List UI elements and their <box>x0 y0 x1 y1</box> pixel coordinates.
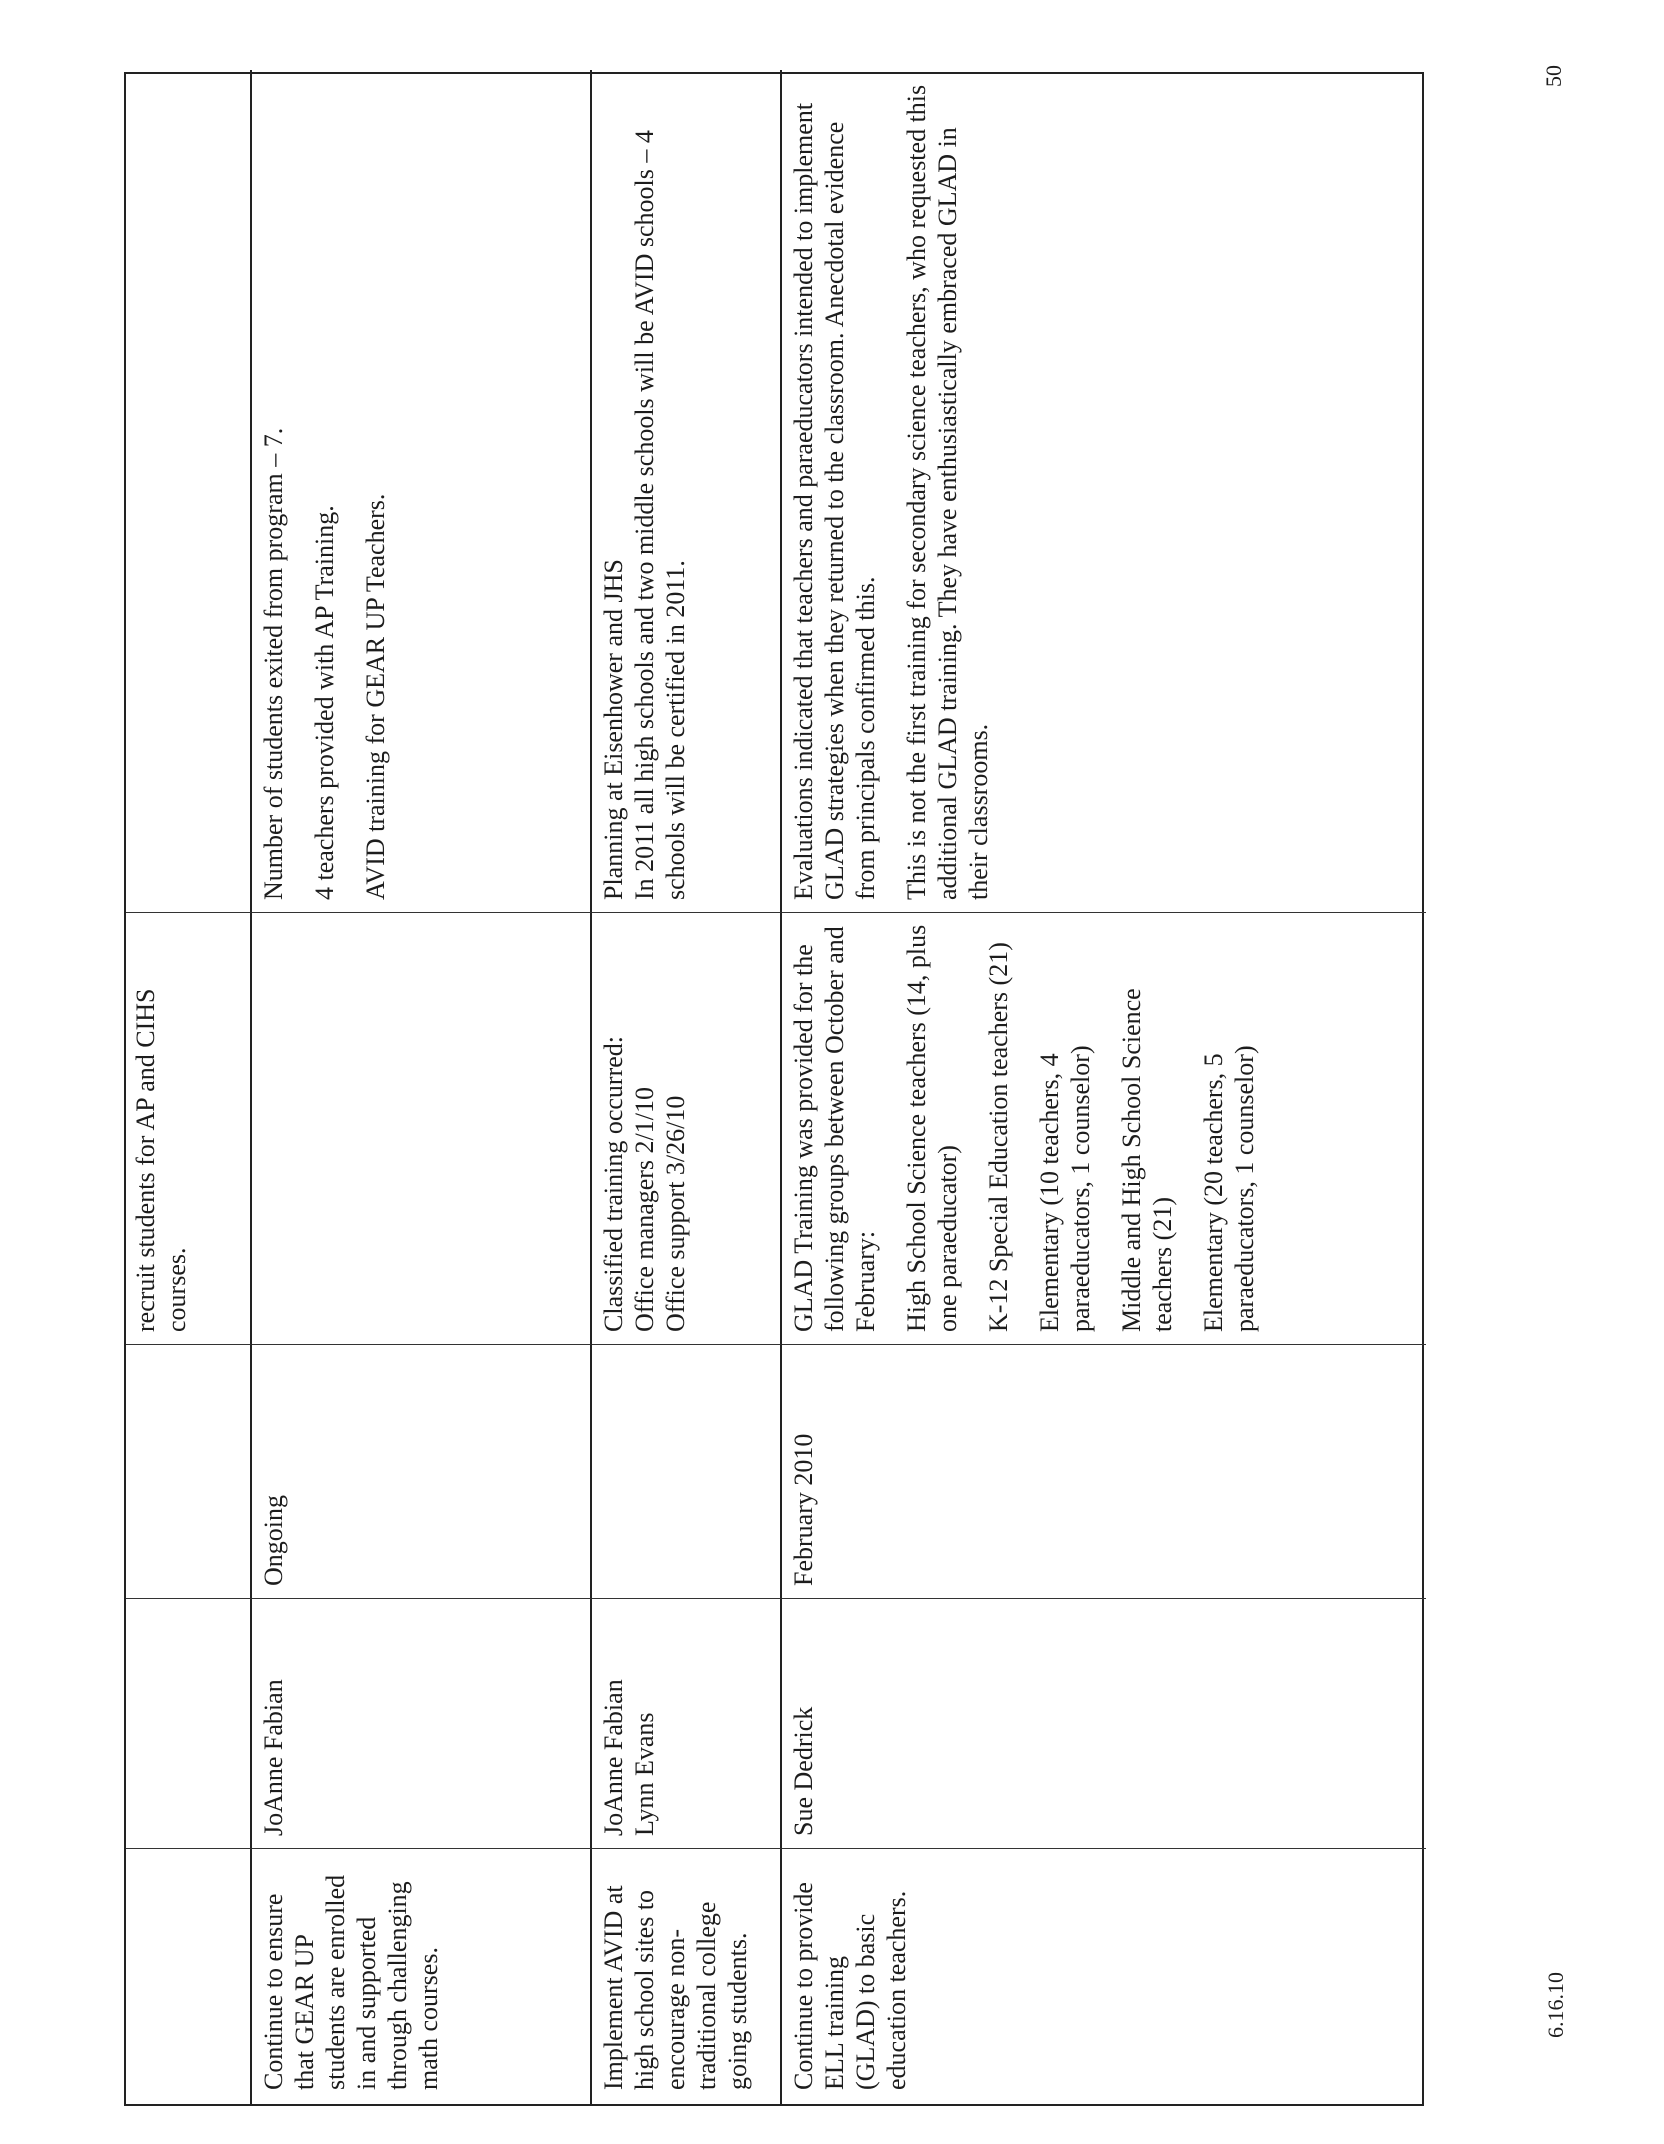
activity-text: recruit students for AP and CIHS courses. <box>131 988 191 1332</box>
goal-cell: Implement AVID at high school sites to encourage non-traditional college going students. <box>592 1848 782 2104</box>
plan-table <box>124 72 1424 2106</box>
activities-cell <box>782 912 1426 1344</box>
activities-cell <box>592 912 782 1344</box>
timeline-cell <box>126 1344 252 1598</box>
timeline-cell <box>592 1344 782 1598</box>
evidence-cell <box>782 70 1426 912</box>
evidence-cell <box>126 70 252 912</box>
activity-text: Classified training occurred: Office managers 2/1/10 Office support 3/26/10 <box>599 1035 690 1332</box>
timeline-cell: Ongoing <box>252 1344 592 1598</box>
evidence-cell <box>592 70 782 912</box>
evidence-text: Evaluations indicated that teachers and paraeducators intended to implement GLAD strategies when they returned to the classroom. Anecdotal evidence from principals confirmed this. <box>789 102 880 900</box>
activity-text: High School Science teachers (14, plus one paraeducator) <box>902 924 962 1332</box>
evidence-text: This is not the first training for secondary science teachers, who requested this additional GLAD training. They have enthusiastically embraced GLAD in their classrooms. <box>902 84 993 900</box>
goal-cell: Continue to ensure that GEAR UP students are enrolled in and supported through challenging math courses. <box>252 1848 592 2104</box>
table-wrapper <box>124 72 1424 2106</box>
footer-date: 6.16.10 <box>1543 1972 1568 2038</box>
person-cell: Sue Dedrick <box>782 1598 1426 1848</box>
evidence-text: Planning at Eisenhower and JHS In 2011 all high schools and two middle schools will be AVID schools – 4 schools will be certified in 2011. <box>599 130 690 900</box>
activity-text: GLAD Training was provided for the following groups between October and February: <box>789 926 880 1332</box>
activity-text: K-12 Special Education teachers (21) <box>984 942 1013 1332</box>
activity-text: Middle and High School Science teachers (21) <box>1117 988 1177 1332</box>
activity-text: Elementary (10 teachers, 4 paraeducators, 1 counselor) <box>1035 1045 1095 1332</box>
activity-text: Elementary (20 teachers, 5 paraeducators, 1 counselor) <box>1199 1045 1259 1332</box>
page-number: 50 <box>1541 65 1566 87</box>
timeline-cell: February 2010 <box>782 1344 1426 1598</box>
person-cell: JoAnne Fabian Lynn Evans <box>592 1598 782 1848</box>
evidence-text: Number of students exited from program – 7. <box>259 427 288 900</box>
evidence-text: AVID training for GEAR UP Teachers. <box>361 493 390 900</box>
activities-cell <box>126 912 252 1344</box>
evidence-cell <box>252 70 592 912</box>
person-cell <box>126 1598 252 1848</box>
evidence-text: 4 teachers provided with AP Training. <box>310 505 339 900</box>
goal-cell <box>126 1848 252 2104</box>
activities-cell <box>252 912 592 1344</box>
goal-cell: Continue to provide ELL training (GLAD) to basic education teachers. <box>782 1848 1426 2104</box>
person-cell: JoAnne Fabian <box>252 1598 592 1848</box>
